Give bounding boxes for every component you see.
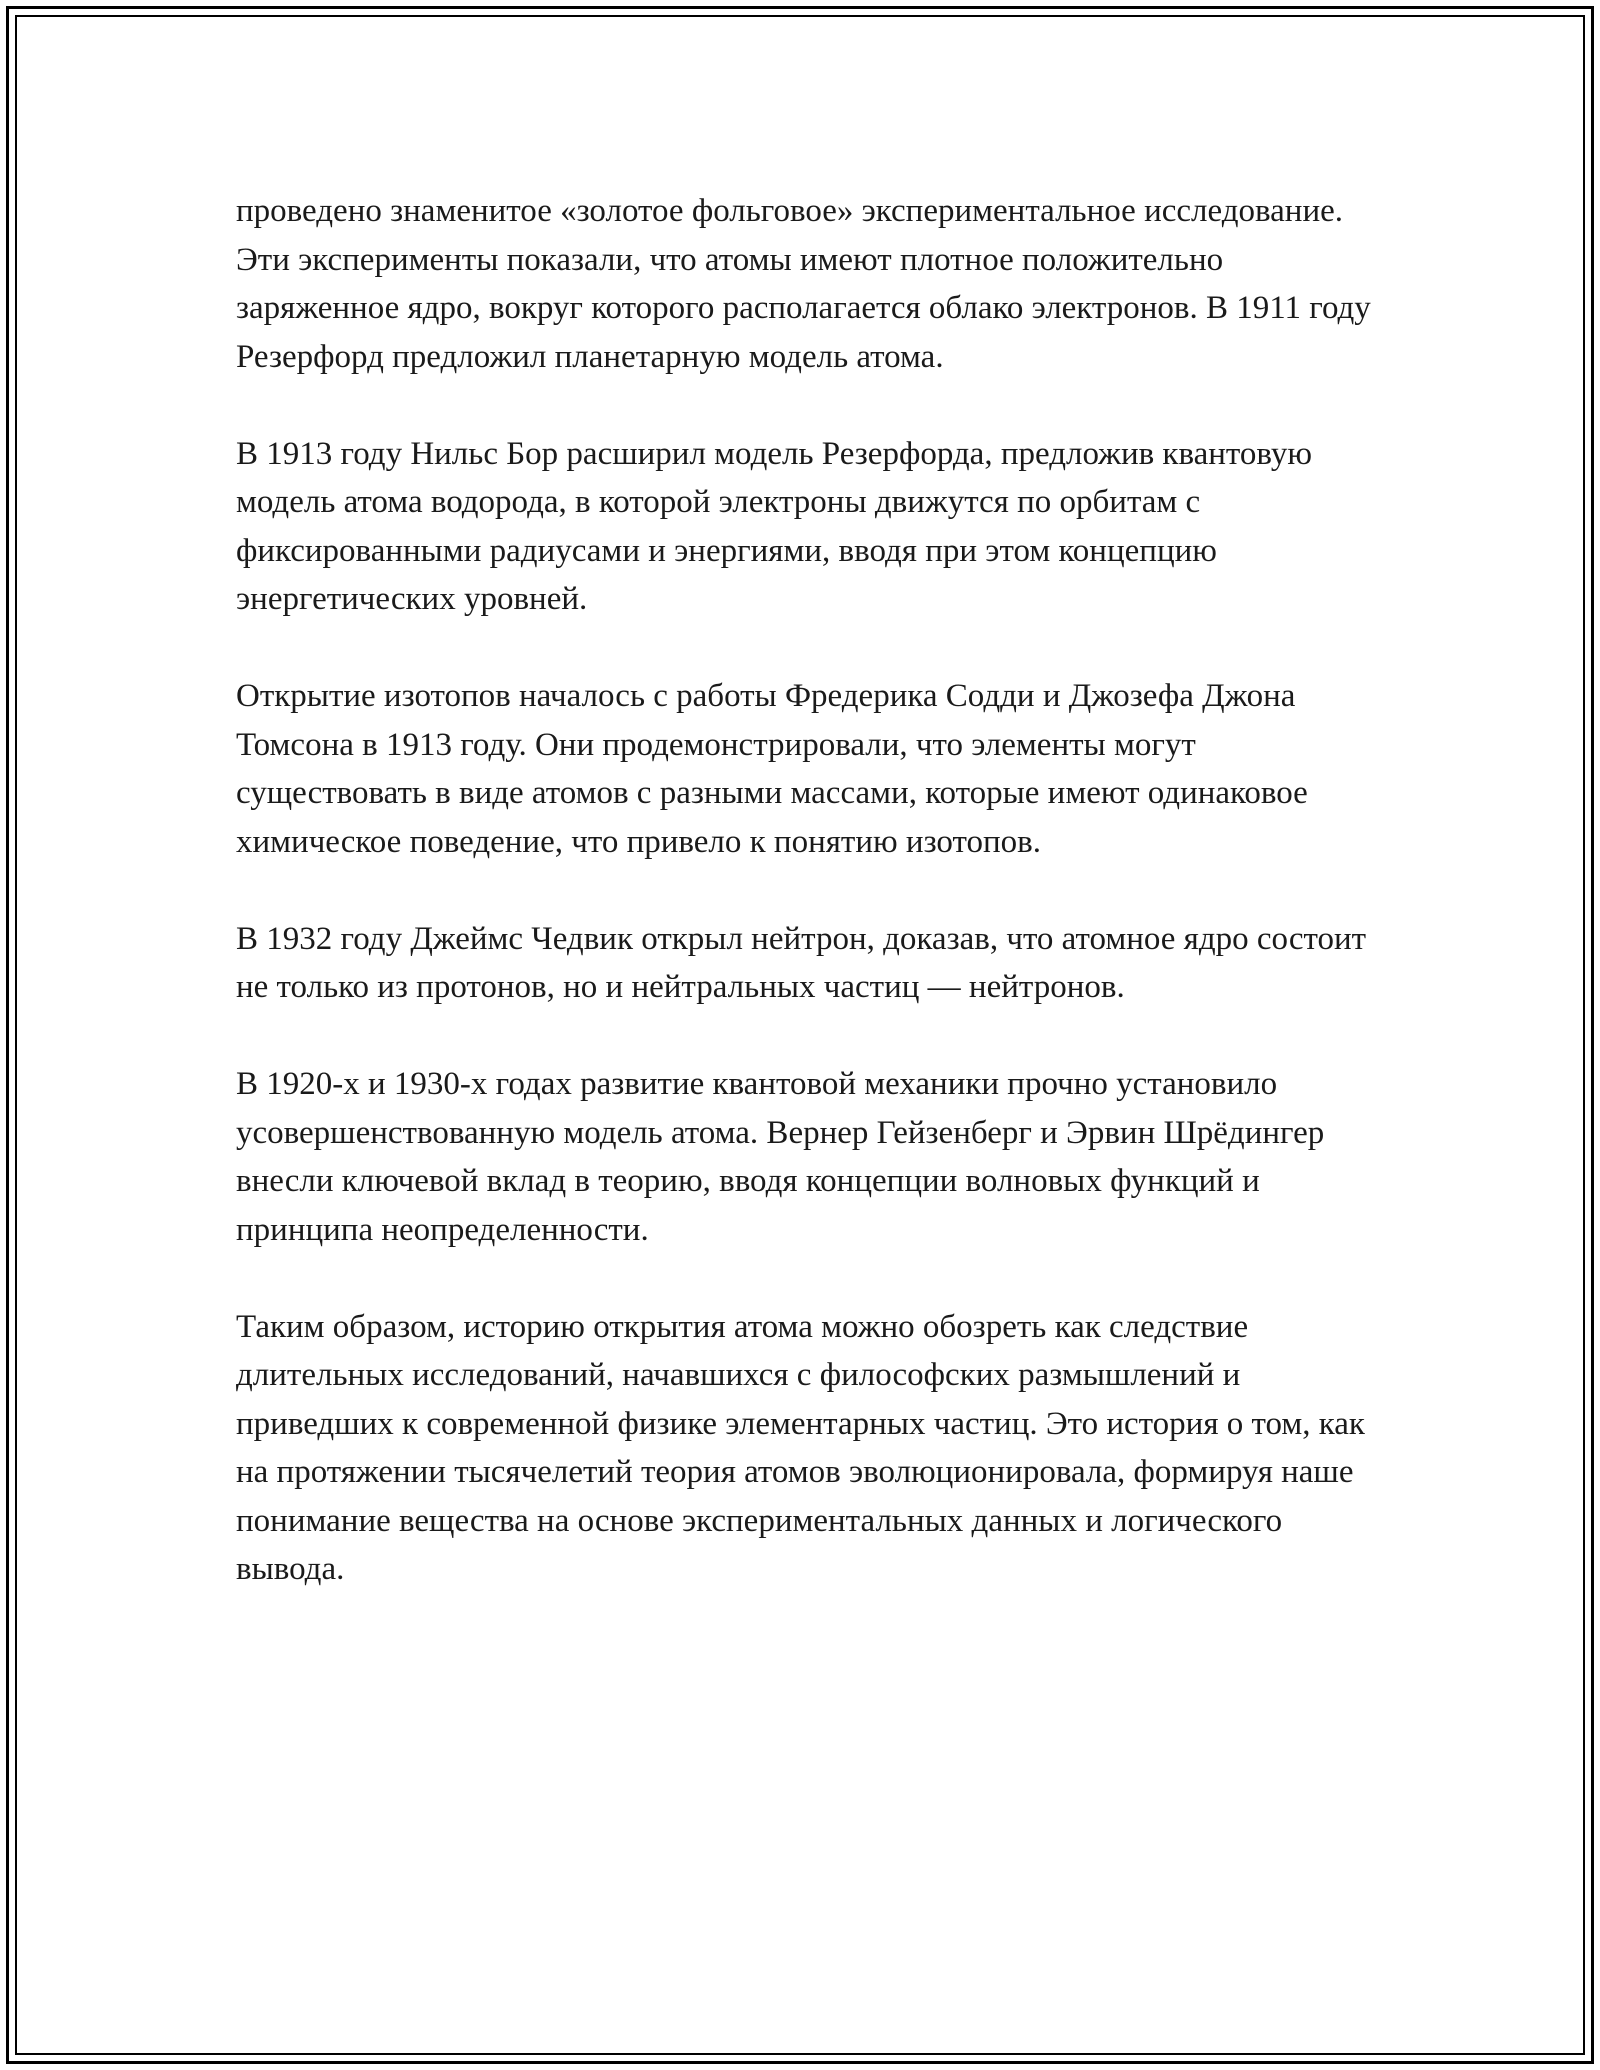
document-body xyxy=(236,187,1386,1594)
paragraph-quantum-mechanics: В 1920-х и 1930-х годах развитие квантовой механики прочно установило усовершенствованную модель атома. Вернер Гейзенберг и Эрвин Шрёдингер внесли ключевой вклад в теорию, вводя концепции волновых функций и принципа неопределенности. xyxy=(236,1066,1325,1248)
paragraph-conclusion: Таким образом, историю открытия атома можно обозреть как следствие длительных исследований, начавшихся с философских размышлений и приведших к современной физике элементарных частиц. Это история о том, как на протяжении тысячелетий теория атомов эволюционировала, формируя наше понимание вещества на основе экспериментальных данных и логического вывода. xyxy=(236,1308,1365,1587)
paragraph-isotopes: Открытие изотопов началось с работы Фредерика Содди и Джозефа Джона Томсона в 1913 году. Они продемонстрировали, что элементы могут существовать в виде атомов с разными массами, которые имеют одинаковое химическое поведение, что привело к понятию изотопов. xyxy=(236,678,1308,860)
paragraph-bohr-model: В 1913 году Нильс Бор расширил модель Резерфорда, предложив квантовую модель атома водорода, в которой электроны движутся по орбитам с фиксированными радиусами и энергиями, вводя при этом концепцию энергетических уровней. xyxy=(236,435,1313,617)
paragraph-rutherford-experiment: проведено знаменитое «золотое фольговое» экспериментальное исследование. Эти эксперименты показали, что атомы имеют плотное положительно заряженное ядро, вокруг которого располагается облако электронов. В 1911 году Резерфорд предложил планетарную модель атома. xyxy=(236,193,1371,375)
paragraph-chadwick-neutron: В 1932 году Джеймс Чедвик открыл нейтрон, доказав, что атомное ядро состоит не только из протонов, но и нейтральных частиц — нейтронов. xyxy=(236,920,1367,1005)
